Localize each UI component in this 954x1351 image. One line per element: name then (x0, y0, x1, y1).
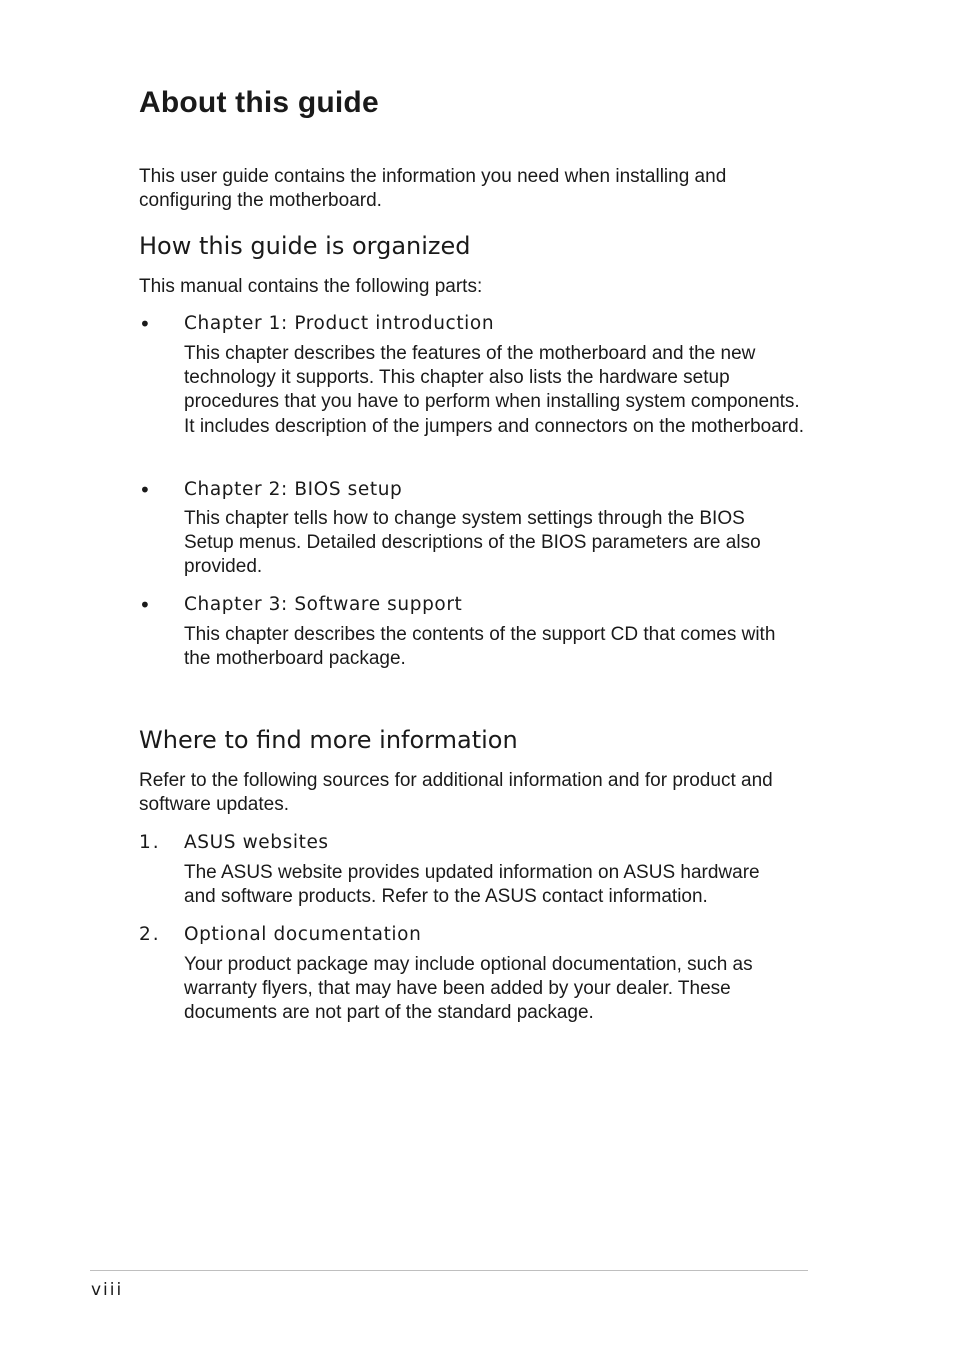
chapter-3-title: Chapter 3: Software support (184, 594, 463, 615)
asus-websites-description: The ASUS website provides updated information on ASUS hardware and software products. Refer to the ASUS contact information. (184, 862, 760, 908)
intro-paragraph: This user guide contains the information you need when installing and configuring the motherboard. (139, 166, 727, 212)
chapter-1-title: Chapter 1: Product introduction (184, 313, 495, 334)
optional-documentation-description: Your product package may include optional documentation, such as warranty flyers, that may have been added by your dealer. These documents are not part of the standard package. (184, 954, 753, 1024)
bullet-icon: • (139, 312, 151, 336)
bullet-icon: • (139, 478, 151, 502)
page-number: viii (91, 1280, 124, 1300)
item-number: 1. (139, 832, 161, 853)
bullet-icon: • (139, 593, 151, 617)
organized-lead: This manual contains the following parts: (139, 276, 483, 297)
asus-websites-title: ASUS websites (184, 832, 329, 853)
chapter-3-description: This chapter describes the contents of the support CD that comes with the motherboard package. (184, 624, 776, 670)
optional-documentation-title: Optional documentation (184, 924, 422, 945)
section-heading-organized: How this guide is organized (139, 232, 471, 260)
section-heading-more-info: Where to find more information (139, 726, 518, 754)
chapter-2-description: This chapter tells how to change system settings through the BIOS Setup menus. Detailed descriptions of the BIOS parameters are also provided. (184, 508, 761, 578)
item-number: 2. (139, 924, 161, 945)
chapter-1-description: This chapter describes the features of the motherboard and the new technology it supports. This chapter also lists the hardware setup procedures that you have to perform when installing system components. It includes description of the jumpers and connectors on the motherboard. (184, 343, 804, 437)
more-info-lead: Refer to the following sources for additional information and for product and software updates. (139, 770, 773, 816)
footer-divider (90, 1270, 808, 1271)
page-title: About this guide (139, 86, 379, 119)
chapter-2-title: Chapter 2: BIOS setup (184, 479, 403, 500)
